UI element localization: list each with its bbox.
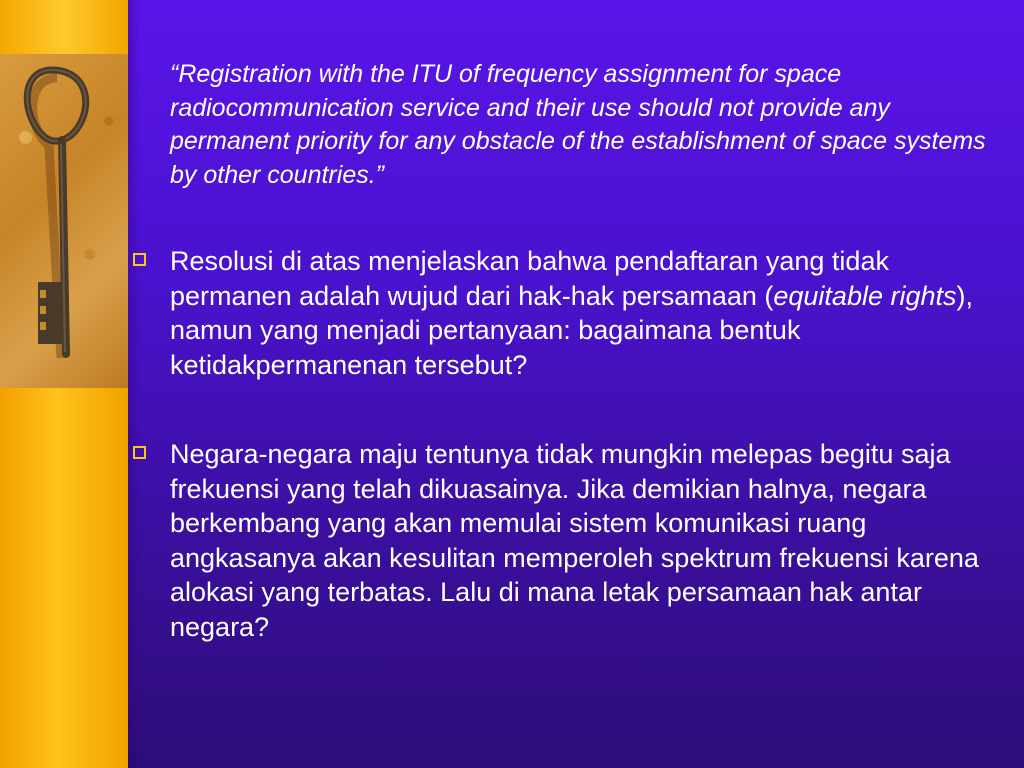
bullet-1-text-after: ), namun yang menjadi pertanyaan: bagaimana bentuk ketidakpermanenan tersebut? xyxy=(170,280,973,380)
bullet-1-text-before: Resolusi di atas menjelaskan bahwa pendaftaran yang tidak permanen adalah wujud dari hak-hak persamaan ( xyxy=(170,246,889,311)
old-key-icon xyxy=(0,54,128,388)
bullet-1-emphasis: equitable rights xyxy=(773,280,957,311)
bullet-square-icon xyxy=(133,446,146,459)
left-accent-band-top xyxy=(0,0,128,54)
key-image xyxy=(0,54,128,388)
bullet-square-icon xyxy=(133,253,146,266)
bullet-item-1 xyxy=(170,244,1002,382)
bullet-2-text: Negara-negara maju tentunya tidak mungkin melepas begitu saja frekuensi yang telah dikuasainya. Jika demikian halnya, negara berkembang yang akan memulai sistem komunikasi ruang angkasanya akan kesulitan memperoleh spektrum frekuensi karena alokasi yang terbatas. Lalu di mana letak persamaan hak antar negara? xyxy=(170,439,979,642)
quote-text: “Registration with the ITU of frequency assignment for space radiocommunication service and their use should not provide any permanent priority for any obstacle of the establishment of space systems by other countries.” xyxy=(170,60,986,189)
bullet-item-2 xyxy=(170,437,1002,644)
slide-content xyxy=(130,58,1010,644)
